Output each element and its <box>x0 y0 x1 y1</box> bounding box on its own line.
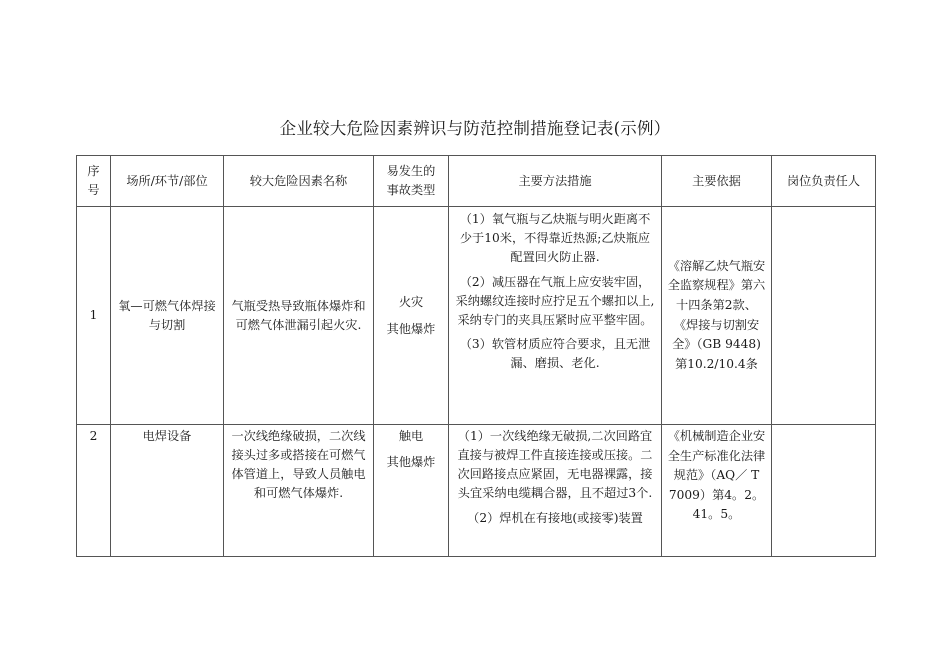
cell-location: 电焊设备 <box>111 425 224 557</box>
header-location: 场所/环节/部位 <box>111 156 224 207</box>
cell-responsible[interactable] <box>772 425 876 557</box>
table-row <box>77 207 876 425</box>
cell-responsible[interactable] <box>772 207 876 425</box>
cell-measures <box>449 425 662 557</box>
header-seq-line-2: 号 <box>87 183 100 197</box>
hazard-register-table <box>76 155 876 557</box>
header-accident-line-2: 事故类型 <box>386 183 436 197</box>
header-accident-line-1: 易发生的 <box>386 164 436 179</box>
page-title: 企业较大危险因素辨识与防范控制措施登记表(示例） <box>279 119 671 138</box>
header-hazard: 较大危险因素名称 <box>224 156 374 207</box>
table-row <box>77 425 876 557</box>
header-responsible: 岗位负责任人 <box>772 156 876 207</box>
header-basis: 主要依据 <box>662 156 772 207</box>
measure-item: （2）焊机在有接地(或接零)装置 <box>467 510 643 525</box>
header-seq-line-1: 序 <box>87 164 100 179</box>
cell-hazard: 气瓶受热导致瓶体爆炸和可燃气体泄漏引起火灾. <box>224 207 374 425</box>
cell-measures <box>449 207 662 425</box>
measure-item: （1）氧气瓶与乙炔瓶与明火距离不少于10米，不得靠近热源;乙炔瓶应配置回火防止器. <box>459 212 651 264</box>
measure-item: （2）减压器在气瓶上应安装牢固，采纳螺纹连接时应拧足五个螺扣以上,采纳专门的夹具压紧时应平整牢固。 <box>455 274 655 327</box>
cell-seq: 1 <box>77 207 111 425</box>
cell-basis: 《机械制造企业安全生产标准化法律规范》（AQ／ T 7009）第4。2。41。5。 <box>662 425 772 557</box>
accident-type: 触电 <box>398 429 424 443</box>
accident-type: 其他爆炸 <box>386 454 436 469</box>
header-row <box>77 156 876 207</box>
cell-hazard: 一次线绝缘破损，二次线接头过多或搭接在可燃气体管道上，导致人员触电和可燃气体爆炸. <box>224 425 374 557</box>
cell-basis: 《溶解乙炔气瓶安全监察规程》第六十四条第2款、《焊接与切割安全》（GB 9448)第10.2/10.4条 <box>662 207 772 425</box>
accident-type: 火灾 <box>398 294 424 309</box>
header-accident <box>374 156 449 207</box>
measure-item: （3）软管材质应符合要求，且无泄漏、磨损、老化. <box>459 337 651 371</box>
cell-seq: 2 <box>77 425 111 557</box>
cell-accident <box>374 207 449 425</box>
accident-type: 其他爆炸 <box>386 321 436 336</box>
cell-location: 氧—可燃气体焊接与切割 <box>111 207 224 425</box>
measure-item: （1）一次线绝缘无破损,二次回路宜直接与被焊工件直接连接或压接。二次回路接点应紧固，无电器裸露，接头宜采纳电缆耦合器，且不超过3个. <box>457 429 653 500</box>
header-measures: 主要方法措施 <box>449 156 662 207</box>
cell-accident <box>374 425 449 557</box>
header-seq <box>77 156 111 207</box>
